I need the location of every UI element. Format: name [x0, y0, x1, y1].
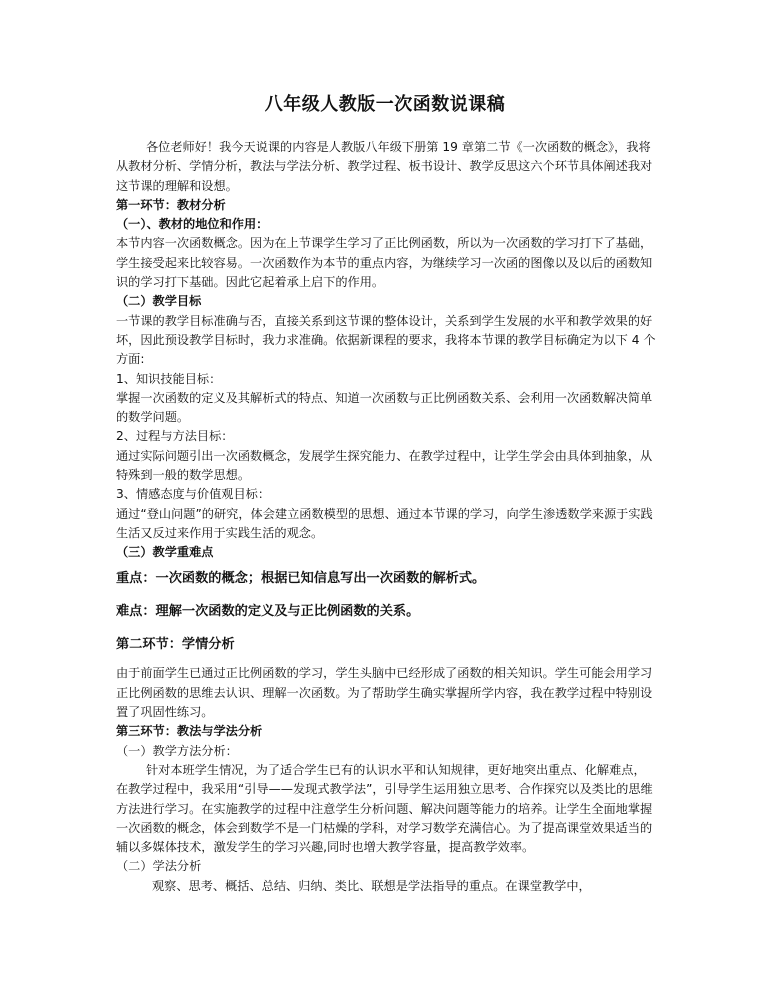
subheading-teaching-methods: （一）教学方法分析：	[116, 743, 238, 758]
goal-label: 3、情感态度与价值观目标：	[116, 487, 271, 502]
goal-label: 2、过程与方法目标：	[116, 429, 234, 444]
body-paragraph: 由于前面学生已通过正比例函数的学习，学生头脑中已经形成了函数的相关知识。学生可能会用学习正比例函数的思维去认识、理解一次函数。为了帮助学生确实掌握所学内容，我在教学过程中特别设置了巩固性练习。	[116, 666, 653, 720]
subheading-textbook-role: （一）、教材的地位和作用：	[116, 217, 269, 232]
body-paragraph: 一节课的教学目标准确与否，直接关系到这节课的整体设计，关系到学生发展的水平和教学效果的好坏，因此预设教学目标时，我力求准确。依据新课程的要求，我将本节课的教学目标确定为以下 4 个方面:	[116, 313, 656, 367]
intro-paragraph: 各位老师好！我今天说课的内容是人教版八年级下册第 19 章第二节《一次函数的概念》，我将从教材分析、学情分析，教法与学法分析、教学过程、板书设计、教学反思这六个环节具体阐述我对这节课的理解和设想。	[116, 140, 653, 193]
difficulty-line: 难点：理解一次函数的定义及与正比例函数的关系。	[116, 603, 420, 619]
body-paragraph: 观察、思考、概括、总结、归纳、类比、联想是学法指导的重点。在课堂教学中，	[152, 878, 591, 893]
goal-label: 1、知识技能目标：	[116, 371, 222, 386]
section-heading-1: 第一环节：教材分析	[116, 197, 226, 212]
body-paragraph: 掌握一次函数的定义及其解析式的特点、知道一次函数与正比例函数关系、会利用一次函数解决简单的数学问题。	[116, 390, 653, 425]
body-paragraph: 针对本班学生情况，为了适合学生已有的认识水平和认知规律，更好地突出重点、化解难点，在教学过程中，我采用“引导——发现式教学法”，引导学生运用独立思考、合作探究以及类比的思维方法进行学习。在实施教学的过程中注意学生分析问题、解决问题等能力的培养。让学生全面地掌握一次函数的概念，体会到数学不是一门枯燥的学科，对学习数学充满信心。为了提高课堂效果适当的辅以多媒体技术，激发学生的学习兴趣,同时也增大教学容量，提高教学效率。	[116, 762, 653, 855]
subheading-key-points: （三）教学重难点	[116, 545, 214, 560]
document-title: 八年级人教版一次函数说课稿	[264, 94, 506, 115]
key-point-line: 重点：一次函数的概念；根据已知信息写出一次函数的解析式。	[116, 570, 486, 586]
body-paragraph: 通过“登山问题”的研究，体会建立函数模型的思想、通过本节课的学习，向学生渗透数学来源于实践生活又反过来作用于实践生活的观念。	[116, 506, 653, 540]
section-heading-3: 第三环节：教法与学法分析	[116, 724, 263, 739]
section-heading-2: 第二环节：学情分析	[116, 637, 235, 653]
subheading-learning-methods: （二）学法分析	[116, 859, 202, 874]
body-paragraph: 通过实际问题引出一次函数概念，发展学生探究能力、在教学过程中，让学生学会由具体到抽象，从特殊到一般的数学思想。	[116, 448, 653, 483]
document-body	[116, 138, 656, 896]
body-paragraph: 本节内容一次函数概念。因为在上节课学生学习了正比例函数，所以为一次函数的学习打下了基础，学生接受起来比较容易。一次函数作为本节的重点内容，为继续学习一次函的图像以及以后的函数知识的学习打下基础。因此它起着承上启下的作用。	[116, 236, 653, 290]
subheading-teaching-goals: （二）教学目标	[116, 294, 202, 309]
